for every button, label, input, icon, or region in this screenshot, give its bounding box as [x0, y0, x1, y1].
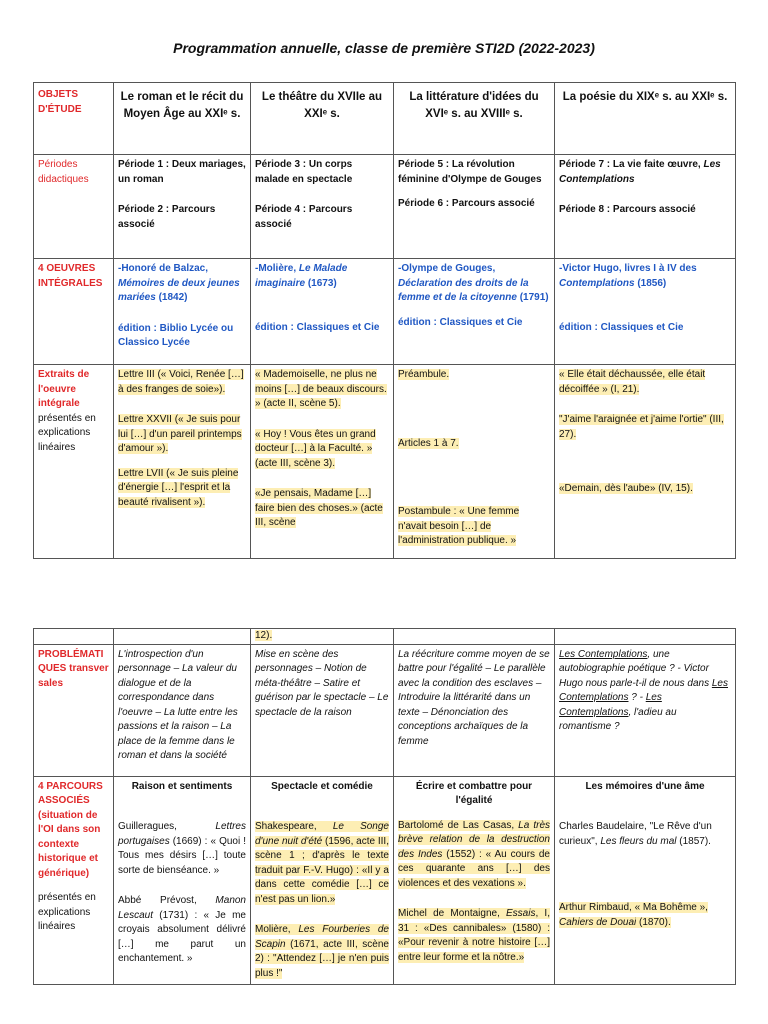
- work-title: La très brève relation de la destruction des Indes: [398, 819, 550, 860]
- spacer: [559, 794, 731, 820]
- periode-text: Période 2 : Parcours associé: [118, 204, 216, 230]
- empty-cell: [114, 629, 251, 645]
- periode-text: Période 3 : Un corps malade en spectacle: [255, 159, 353, 185]
- oeuvre-title: Le Malade imaginaire: [255, 263, 348, 289]
- extrait-quote: « Mademoiselle, ne plus ne moins […] de beaux discours. » (acte II, scène 5).: [255, 369, 387, 409]
- empty-cell: [555, 629, 736, 645]
- empty-cell: [394, 629, 555, 645]
- spacer: [118, 457, 246, 467]
- work-title: Manon Lescaut: [118, 895, 246, 921]
- spacer: [255, 907, 389, 923]
- oeuvre-edition: édition : Classiques et Cie: [398, 316, 523, 328]
- problematique-text: , l'adieu au romantisme ?: [559, 706, 677, 732]
- periode-text: [559, 158, 731, 187]
- parcours-title: Raison et sentiments: [131, 780, 233, 792]
- extraits-cell: [394, 365, 555, 559]
- parcours-text: [559, 820, 731, 849]
- author: Guilleragues,: [118, 821, 216, 832]
- spacer: [559, 849, 731, 901]
- programme-table-part-1: [33, 82, 736, 559]
- work-title-link: Les Contemplations: [559, 648, 648, 660]
- periodes-cell: [114, 155, 251, 259]
- extraits-cell: [555, 365, 736, 559]
- parcours-cell: [555, 776, 736, 985]
- oeuvre-cell: [394, 259, 555, 365]
- problematiques-row: [34, 644, 736, 776]
- work-title: Les Fourberies de Scapin: [255, 924, 389, 950]
- work-title: Le Songe d'une nuit d'été: [255, 821, 389, 847]
- spacer: [398, 187, 550, 197]
- spacer: [398, 809, 550, 819]
- parcours-label: [34, 776, 114, 985]
- author: Charles Baudelaire, "Le Rêve d'un curieux",: [559, 821, 712, 847]
- work-title: Cahiers de Douai: [559, 916, 637, 928]
- problematique-text: , une autobiographie poétique ? - Victor Hugo nous parle-t-il de nous dans: [559, 648, 712, 689]
- extrait-quote: «Demain, dès l'aube» (IV, 15).: [559, 483, 693, 494]
- extraits-label: [34, 365, 114, 559]
- parcours-title: Les mémoires d'une âme: [585, 780, 705, 792]
- excerpt: (1671, acte III, scène 2) : "Attendez […] je n'en puis plus !": [255, 938, 389, 979]
- extrait-quote: Postambule : « Une femme n'avait besoin […] de l'administration publique. »: [398, 506, 520, 546]
- parcours-cell: [251, 776, 394, 985]
- periodes-row: [34, 155, 736, 259]
- extraits-label-black: présentés en explications linéaires: [38, 412, 96, 453]
- extraits-row: [34, 365, 736, 559]
- spacer: [118, 187, 246, 203]
- oeuvre-title: Contemplations: [559, 277, 635, 289]
- spacer: [559, 397, 731, 413]
- periode-text: Période 8 : Parcours associé: [559, 204, 696, 215]
- excerpt: (1870).: [636, 916, 671, 928]
- author: Michel de Montaigne,: [398, 908, 507, 919]
- oeuvre-title: Déclaration des droits de la femme et de la citoyenne: [398, 277, 529, 303]
- problematique-text: ? -: [628, 692, 646, 703]
- work-title-link: Les Contemplations: [559, 692, 662, 718]
- problematiques-label: PROBLÉMATIQUES transversales: [34, 644, 114, 776]
- work-title: Essais: [506, 908, 536, 919]
- page-title: Programmation annuelle, classe de première STI2D (2022-2023): [173, 40, 595, 56]
- periodes-cell: [394, 155, 555, 259]
- extrait-quote: Lettre XXVII (« Je suis pour lui […] d'un pareil printemps d'amour »).: [118, 414, 242, 454]
- column-header-litterature-idees: La littérature d'idées du XVIᵉ s. au XVIIIᵉ s.: [394, 83, 555, 155]
- periode-text: Période 6 : Parcours associé: [398, 198, 535, 209]
- excerpt: (1669) : « Quoi ! Tous mes désirs […] toute sorte de bienséance. »: [118, 835, 246, 876]
- spacer: [255, 291, 389, 321]
- spacer: [559, 187, 731, 203]
- parcours-label-black: présentés en explications linéaires: [38, 892, 96, 932]
- parcours-title: Spectacle et comédie: [271, 780, 373, 792]
- periode-text: Période 5 : La révolution féminine d'Olympe de Gouges: [398, 159, 542, 185]
- oeuvre-cell: [555, 259, 736, 365]
- periodes-label: Périodes didactiques: [34, 155, 114, 259]
- extrait-quote: «Je pensais, Madame […] faire bien des choses.» (acte III, scène: [255, 488, 383, 528]
- excerpt: (1857).: [676, 835, 711, 847]
- oeuvres-row: [34, 259, 736, 365]
- extraits-cell: [114, 365, 251, 559]
- work-title-link: Les Contemplations: [559, 677, 728, 703]
- periode-work-title: Les Contemplations: [559, 159, 721, 185]
- extraits-label-red: Extraits de l'oeuvre intégrale: [38, 369, 90, 409]
- continuation-text: 12).: [255, 630, 273, 641]
- objets-etude-label: OBJETS D'ÉTUDE: [34, 83, 114, 155]
- continuation-cell: [251, 629, 394, 645]
- spacer: [255, 187, 389, 203]
- excerpt: (1552) : « Au cours de ces quarante ans […] des violences et des vexations ».: [398, 848, 550, 889]
- extrait-quote: Lettre III (« Voici, Renée […] à des franges de soie»).: [118, 369, 244, 395]
- parcours-text: [118, 894, 246, 967]
- parcours-text: [398, 907, 550, 965]
- extrait-quote: « Hoy ! Vous êtes un grand docteur […] à la Faculté. » (acte III, scène 3).: [255, 428, 376, 469]
- spacer: [118, 794, 246, 820]
- author: Abbé Prévost,: [118, 895, 216, 906]
- problematique-cell: [555, 644, 736, 776]
- spacer: [118, 397, 246, 413]
- empty-cell: [34, 629, 114, 645]
- spacer: [255, 794, 389, 820]
- spacer: [398, 306, 550, 316]
- oeuvre-author: -Olympe de Gouges,: [398, 263, 496, 274]
- author: Arthur Rimbaud, « Ma Bohême »,: [559, 902, 708, 913]
- extrait-quote: « Elle était déchaussée, elle était décoiffée » (I, 21).: [559, 369, 706, 395]
- oeuvre-author: -Honoré de Balzac,: [118, 263, 209, 274]
- spacer: [398, 383, 550, 437]
- spacer: [559, 291, 731, 321]
- parcours-label-red: 4 PARCOURS ASSOCIÉS (situation de l'OI dans son contexte historique et générique): [38, 780, 103, 879]
- periodes-cell: [555, 155, 736, 259]
- parcours-text: [255, 820, 389, 907]
- excerpt: (1731) : « Je me croyais absolument délivré […] me parut un enchantement. »: [118, 909, 246, 964]
- oeuvre-cell: [251, 259, 394, 365]
- author: Shakespeare,: [255, 821, 333, 832]
- extrait-quote: Articles 1 à 7.: [398, 437, 459, 449]
- oeuvre-edition: édition : Classiques et Cie: [255, 322, 380, 333]
- oeuvre-author: -Molière,: [255, 263, 297, 274]
- spacer: [398, 451, 550, 505]
- parcours-cell: [394, 776, 555, 985]
- spacer: [118, 878, 246, 894]
- oeuvres-label: 4 OEUVRES INTÉGRALES: [34, 259, 114, 365]
- periode-text: Période 1 : Deux mariages, un roman: [118, 159, 246, 185]
- spacer: [255, 412, 389, 428]
- oeuvre-edition: édition : Classiques et Cie: [559, 322, 684, 333]
- oeuvre-year: (1791): [519, 292, 549, 303]
- programme-table-part-2: [33, 628, 736, 985]
- parcours-text: [559, 901, 731, 930]
- work-title: Lettres portugaises: [118, 821, 246, 847]
- spacer: [398, 891, 550, 907]
- author: Bartolomé de Las Casas,: [398, 819, 519, 831]
- parcours-title: Écrire et combattre pour l'égalité: [415, 780, 533, 806]
- excerpt: (1596, acte III, scène 1 ; d'après le texte traduit par F.-V. Hugo) : «Il y a dans cette comédie […] ce n'est pas un lion.»: [255, 835, 389, 905]
- oeuvre-author: -Victor Hugo, livres I à IV des: [559, 263, 697, 274]
- oeuvre-edition: édition : Biblio Lycée ou Classico Lycée: [118, 322, 234, 348]
- periodes-cell: [251, 155, 394, 259]
- parcours-text: [398, 819, 550, 892]
- excerpt: , I, 31 : «Des cannibales» (1580) : «Pour revenir à notre histoire […] entre leur forme et la nôtre.»: [398, 908, 550, 963]
- extrait-quote: Préambule.: [398, 369, 450, 380]
- column-header-theatre: Le théâtre du XVIIe au XXIᵉ s.: [251, 83, 394, 155]
- oeuvre-title: Mémoires de deux jeunes mariées: [118, 277, 240, 303]
- problematique-cell: L'introspection d'un personnage – La valeur du dialogue et de la correspondance dans l'oeuvre – La lutte entre les passions et la raison – La place de la femme dans le roman et dans la société: [114, 644, 251, 776]
- extrait-quote: Lettre LVII (« Je suis pleine d'énergie […] l'esprit et la beauté rivalisent »).: [118, 467, 239, 508]
- spacer: [118, 306, 246, 322]
- parcours-text: [118, 820, 246, 878]
- parcours-row: [34, 776, 736, 985]
- extrait-quote: "J'aime l'araignée et j'aime l'ortie" (III, 27).: [559, 414, 724, 440]
- extraits-cell: [251, 365, 394, 559]
- column-header-roman: Le roman et le récit du Moyen Âge au XXIᵉ s.: [114, 83, 251, 155]
- periode-prefix: Période 7 : La vie faite œuvre,: [559, 159, 701, 170]
- problematique-cell: La réécriture comme moyen de se battre pour l'égalité – Le parallèle avec la condition des esclaves – Introduire la littérarité dans un texte – Dénonciation des conceptions archaïques de la femme: [394, 644, 555, 776]
- spacer: [38, 881, 109, 891]
- spacer: [255, 471, 389, 487]
- continuation-row: [34, 629, 736, 645]
- oeuvre-year: (1842): [158, 292, 188, 303]
- periode-text: Période 4 : Parcours associé: [255, 204, 353, 230]
- oeuvre-year: (1673): [307, 277, 337, 289]
- oeuvre-cell: [114, 259, 251, 365]
- parcours-text: [255, 923, 389, 981]
- oeuvre-year: (1856): [637, 277, 667, 289]
- problematique-cell: Mise en scène des personnages – Notion de méta-théâtre – Satire et guérison par le spectacle – Le spectacle de la raison: [251, 644, 394, 776]
- spacer: [559, 442, 731, 482]
- header-row: [34, 83, 736, 155]
- author: Molière,: [255, 924, 299, 935]
- column-header-poesie: La poésie du XIXᵉ s. au XXIᵉ s.: [555, 83, 736, 155]
- parcours-cell: [114, 776, 251, 985]
- work-title: Les fleurs du mal: [600, 835, 677, 847]
